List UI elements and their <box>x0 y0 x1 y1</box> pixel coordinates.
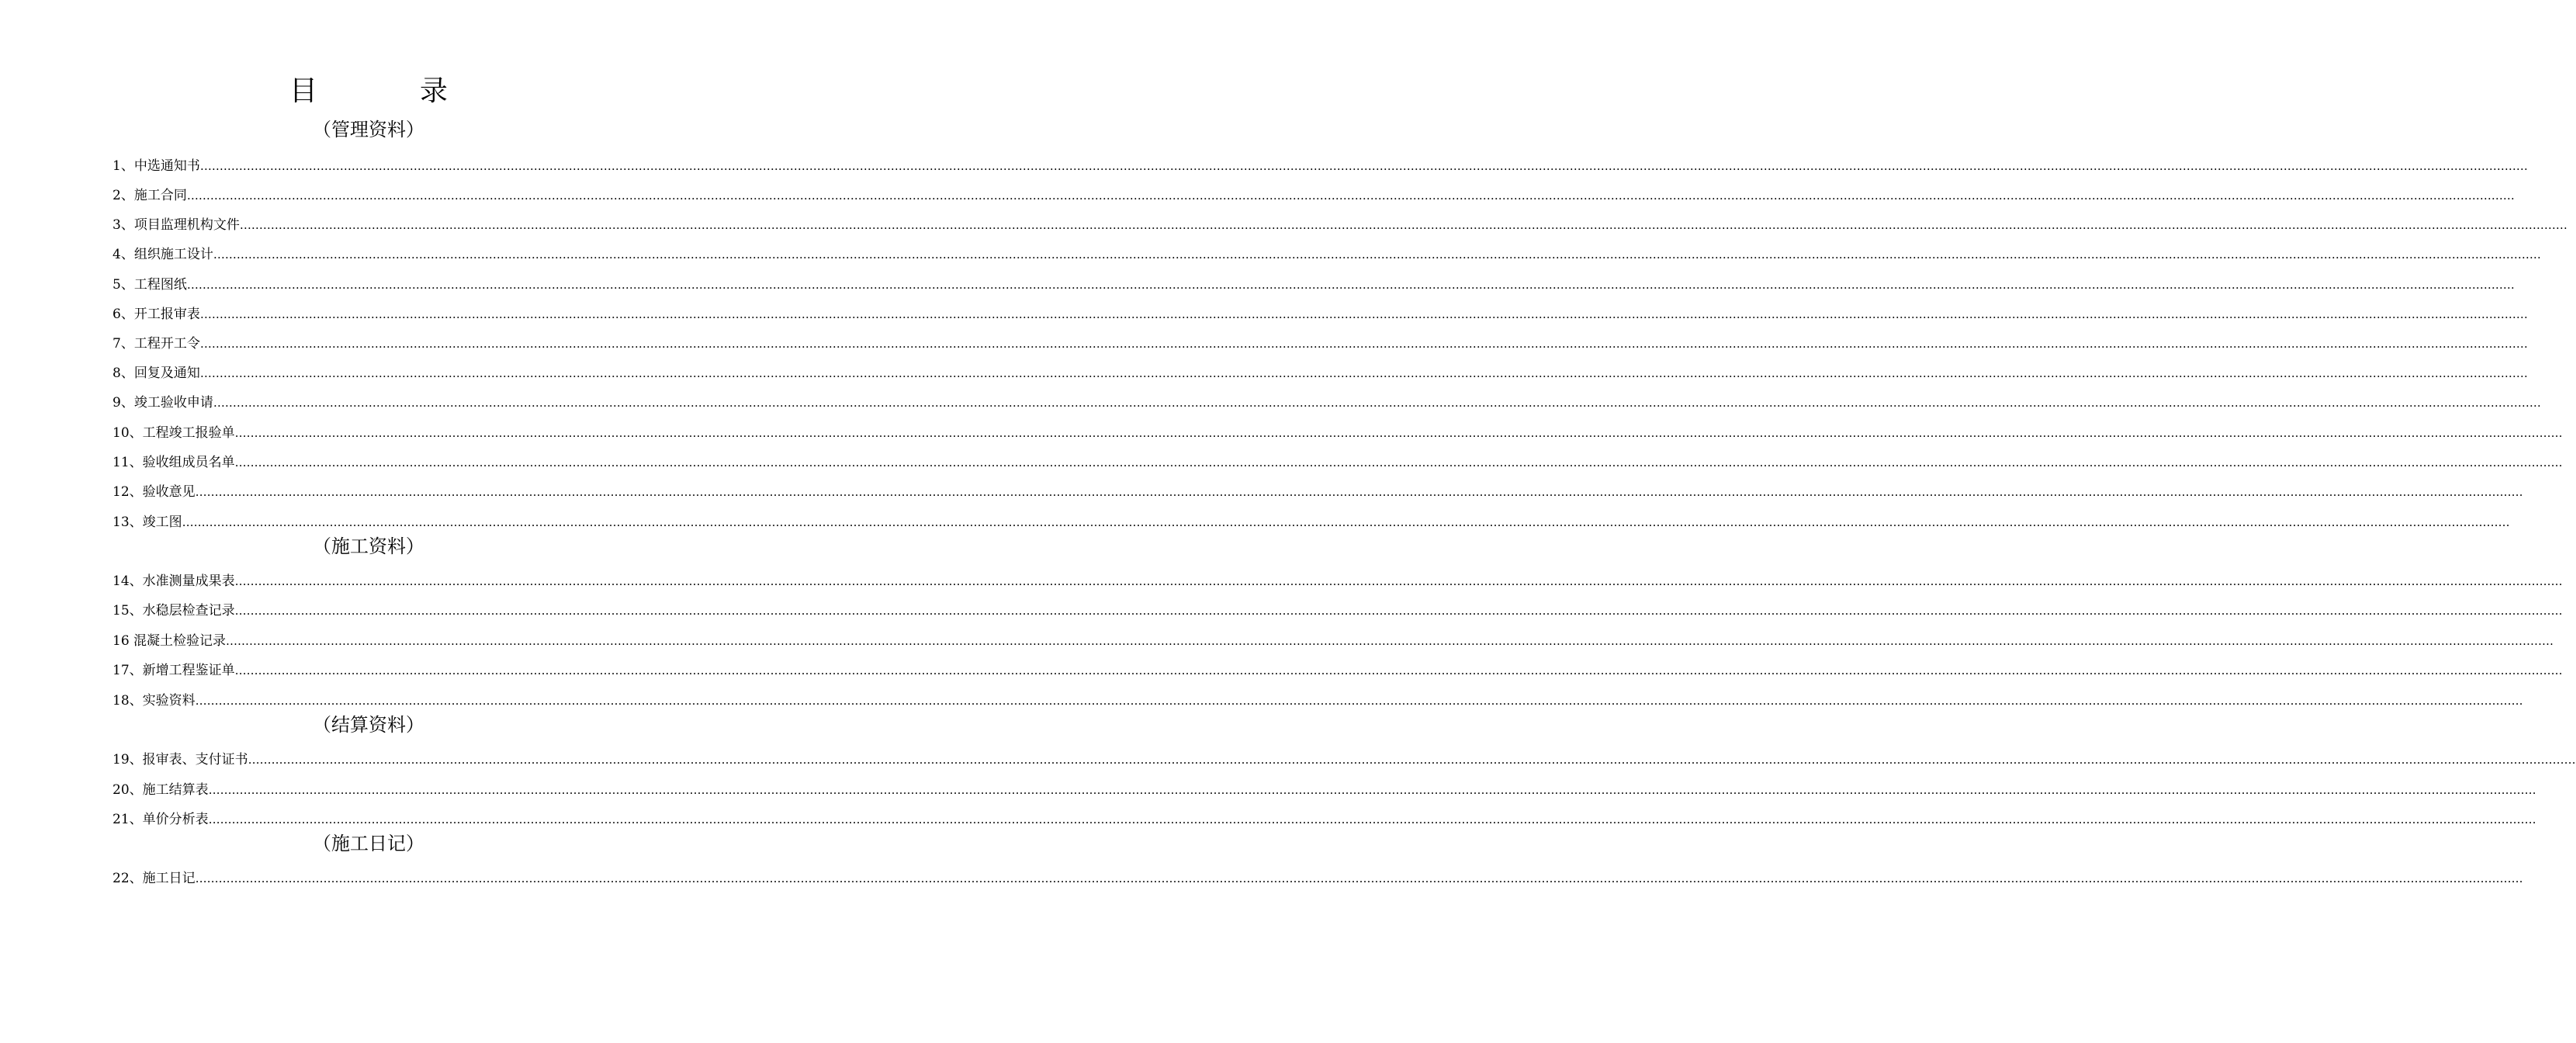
dot-leader: …………………………………………………………………………………………………………………………………………………………………………………………………………………………………………………………………………………………………………………………………………………………………………………………………………………………………………………………………………………………………………………………………………………… <box>199 337 2528 351</box>
dot-leader: …………………………………………………………………………………………………………………………………………………………………………………………………………………………………………………………………………………………………………………………………………………………………………………………………………………………………………………………………………………………………………………………………………………… <box>234 604 2563 618</box>
toc-item: 13、竣工图 …………………………………………………………………………………………………………………………………………………………………………………………………………………………………………………………………………………………………………………………………………………………………………………………………………………………………………………………………………………………………………………………………………………… <box>113 515 2510 530</box>
dot-leader: …………………………………………………………………………………………………………………………………………………………………………………………………………………………………………………………………………………………………………………………………………………………………………………………………………………………………………………………………………………………………………………………………………………… <box>199 307 2528 321</box>
toc-item: 2、施工合同 …………………………………………………………………………………………………………………………………………………………………………………………………………………………………………………………………………………………………………………………………………………………………………………………………………………………………………………………………………………………………………………………………………………… <box>113 188 2515 203</box>
dot-leader: …………………………………………………………………………………………………………………………………………………………………………………………………………………………………………………………………………………………………………………………………………………………………………………………………………………………………………………………………………………………………………………………………………………… <box>186 189 2515 203</box>
toc-item: 19、报审表、支付证书 …………………………………………………………………………………………………………………………………………………………………………………………………………………………………………………………………………………………………………………………………………………………………………………………………………………………………………………………………………………………………………………………………………………… <box>113 752 2576 768</box>
dot-leader: …………………………………………………………………………………………………………………………………………………………………………………………………………………………………………………………………………………………………………………………………………………………………………………………………………………………………………………………………………………………………………………………………………………… <box>199 366 2528 380</box>
toc-item: 5、工程图纸 …………………………………………………………………………………………………………………………………………………………………………………………………………………………………………………………………………………………………………………………………………………………………………………………………………………………………………………………………………………………………………………………………………………… <box>113 277 2515 293</box>
dot-leader: …………………………………………………………………………………………………………………………………………………………………………………………………………………………………………………………………………………………………………………………………………………………………………………………………………………………………………………………………………………………………………………………………………………… <box>182 515 2510 529</box>
dot-leader: …………………………………………………………………………………………………………………………………………………………………………………………………………………………………………………………………………………………………………………………………………………………………………………………………………………………………………………………………………………………………………………………………………………… <box>234 574 2563 588</box>
toc-item: 17、新增工程鉴证单 …………………………………………………………………………………………………………………………………………………………………………………………………………………………………………………………………………………………………………………………………………………………………………………………………………………………………………………………………………………………………………………………………………………… <box>113 663 2563 678</box>
page-title: 目 录 <box>289 75 485 107</box>
section-heading-construction: （施工资料） <box>313 535 424 557</box>
dot-leader: …………………………………………………………………………………………………………………………………………………………………………………………………………………………………………………………………………………………………………………………………………………………………………………………………………………………………………………………………………………………………………………………………………………… <box>195 694 2523 708</box>
section-heading-settlement: （结算资料） <box>313 714 424 736</box>
dot-leader: …………………………………………………………………………………………………………………………………………………………………………………………………………………………………………………………………………………………………………………………………………………………………………………………………………………………………………………………………………………………………………………………………………………… <box>195 871 2523 885</box>
dot-leader: …………………………………………………………………………………………………………………………………………………………………………………………………………………………………………………………………………………………………………………………………………………………………………………………………………………………………………………………………………………………………………………………………………………… <box>239 218 2567 232</box>
dot-leader: …………………………………………………………………………………………………………………………………………………………………………………………………………………………………………………………………………………………………………………………………………………………………………………………………………………………………………………………………………………………………………………………………………………… <box>234 664 2563 677</box>
dot-leader: …………………………………………………………………………………………………………………………………………………………………………………………………………………………………………………………………………………………………………………………………………………………………………………………………………………………………………………………………………………………………………………………………………………… <box>213 248 2541 262</box>
toc-item: 7、工程开工令 …………………………………………………………………………………………………………………………………………………………………………………………………………………………………………………………………………………………………………………………………………………………………………………………………………………………………………………………………………………………………………………………………………………… <box>113 336 2528 352</box>
toc-item: 16 混凝土检验记录 …………………………………………………………………………………………………………………………………………………………………………………………………………………………………………………………………………………………………………………………………………………………………………………………………………………………………………………………………………………………………………………………………………………… <box>113 633 2554 649</box>
dot-leader: …………………………………………………………………………………………………………………………………………………………………………………………………………………………………………………………………………………………………………………………………………………………………………………………………………………………………………………………………………………………………………………………………………………… <box>213 396 2541 410</box>
toc-item: 15、水稳层检查记录 …………………………………………………………………………………………………………………………………………………………………………………………………………………………………………………………………………………………………………………………………………………………………………………………………………………………………………………………………………………………………………………………………………………… <box>113 603 2563 619</box>
toc-item: 4、组织施工设计 …………………………………………………………………………………………………………………………………………………………………………………………………………………………………………………………………………………………………………………………………………………………………………………………………………………………………………………………………………………………………………………………………………………… <box>113 247 2541 262</box>
toc-item: 9、竣工验收申请 …………………………………………………………………………………………………………………………………………………………………………………………………………………………………………………………………………………………………………………………………………………………………………………………………………………………………………………………………………………………………………………………………………………… <box>113 395 2541 411</box>
toc-item: 22、施工日记 …………………………………………………………………………………………………………………………………………………………………………………………………………………………………………………………………………………………………………………………………………………………………………………………………………………………………………………………………………………………………………………………………………………… <box>113 871 2523 886</box>
toc-item: 20、施工结算表 …………………………………………………………………………………………………………………………………………………………………………………………………………………………………………………………………………………………………………………………………………………………………………………………………………………………………………………………………………………………………………………………………………………… <box>113 782 2536 798</box>
toc-item: 14、水准测量成果表 …………………………………………………………………………………………………………………………………………………………………………………………………………………………………………………………………………………………………………………………………………………………………………………………………………………………………………………………………………………………………………………………………………………… <box>113 573 2563 589</box>
toc-item: 6、开工报审表 …………………………………………………………………………………………………………………………………………………………………………………………………………………………………………………………………………………………………………………………………………………………………………………………………………………………………………………………………………………………………………………………………………………… <box>113 307 2528 322</box>
section-heading-diary: （施工日记） <box>313 833 424 854</box>
dot-leader: …………………………………………………………………………………………………………………………………………………………………………………………………………………………………………………………………………………………………………………………………………………………………………………………………………………………………………………………………………………………………………………………………………………… <box>234 426 2563 440</box>
toc-item: 12、验收意见 …………………………………………………………………………………………………………………………………………………………………………………………………………………………………………………………………………………………………………………………………………………………………………………………………………………………………………………………………………………………………………………………………………………… <box>113 484 2523 500</box>
toc-item: 11、验收组成员名单 …………………………………………………………………………………………………………………………………………………………………………………………………………………………………………………………………………………………………………………………………………………………………………………………………………………………………………………………………………………………………………………………………………………… <box>113 455 2563 470</box>
toc-item: 18、实验资料 …………………………………………………………………………………………………………………………………………………………………………………………………………………………………………………………………………………………………………………………………………………………………………………………………………………………………………………………………………………………………………………………………………………… <box>113 693 2523 709</box>
toc-item: 8、回复及通知 …………………………………………………………………………………………………………………………………………………………………………………………………………………………………………………………………………………………………………………………………………………………………………………………………………………………………………………………………………………………………………………………………………………… <box>113 366 2528 381</box>
dot-leader: …………………………………………………………………………………………………………………………………………………………………………………………………………………………………………………………………………………………………………………………………………………………………………………………………………………………………………………………………………………………………………………………………………………… <box>199 159 2528 173</box>
dot-leader: …………………………………………………………………………………………………………………………………………………………………………………………………………………………………………………………………………………………………………………………………………………………………………………………………………………………………………………………………………………………………………………………………………………… <box>226 634 2554 648</box>
section-heading-management: （管理资料） <box>313 119 424 140</box>
toc-item: 21、单价分析表 …………………………………………………………………………………………………………………………………………………………………………………………………………………………………………………………………………………………………………………………………………………………………………………………………………………………………………………………………………………………………………………………………………………… <box>113 812 2536 827</box>
toc-item: 3、项目监理机构文件 …………………………………………………………………………………………………………………………………………………………………………………………………………………………………………………………………………………………………………………………………………………………………………………………………………………………………………………………………………………………………………………………………………………… <box>113 217 2567 233</box>
dot-leader: …………………………………………………………………………………………………………………………………………………………………………………………………………………………………………………………………………………………………………………………………………………………………………………………………………………………………………………………………………………………………………………………………………………… <box>208 813 2536 826</box>
dot-leader: …………………………………………………………………………………………………………………………………………………………………………………………………………………………………………………………………………………………………………………………………………………………………………………………………………………………………………………………………………………………………………………………………………………… <box>208 783 2536 797</box>
dot-leader: …………………………………………………………………………………………………………………………………………………………………………………………………………………………………………………………………………………………………………………………………………………………………………………………………………………………………………………………………………………………………………………………………………………… <box>248 753 2576 767</box>
dot-leader: …………………………………………………………………………………………………………………………………………………………………………………………………………………………………………………………………………………………………………………………………………………………………………………………………………………………………………………………………………………………………………………………………………………… <box>186 278 2515 292</box>
dot-leader: …………………………………………………………………………………………………………………………………………………………………………………………………………………………………………………………………………………………………………………………………………………………………………………………………………………………………………………………………………………………………………………………………………………… <box>234 456 2563 470</box>
dot-leader: …………………………………………………………………………………………………………………………………………………………………………………………………………………………………………………………………………………………………………………………………………………………………………………………………………………………………………………………………………………………………………………………………………………… <box>195 485 2523 499</box>
toc-item: 10、工程竣工报验单 …………………………………………………………………………………………………………………………………………………………………………………………………………………………………………………………………………………………………………………………………………………………………………………………………………………………………………………………………………………………………………………………………………………… <box>113 425 2563 441</box>
toc-item: 1、中选通知书 …………………………………………………………………………………………………………………………………………………………………………………………………………………………………………………………………………………………………………………………………………………………………………………………………………………………………………………………………………………………………………………………………………………… <box>113 158 2528 174</box>
